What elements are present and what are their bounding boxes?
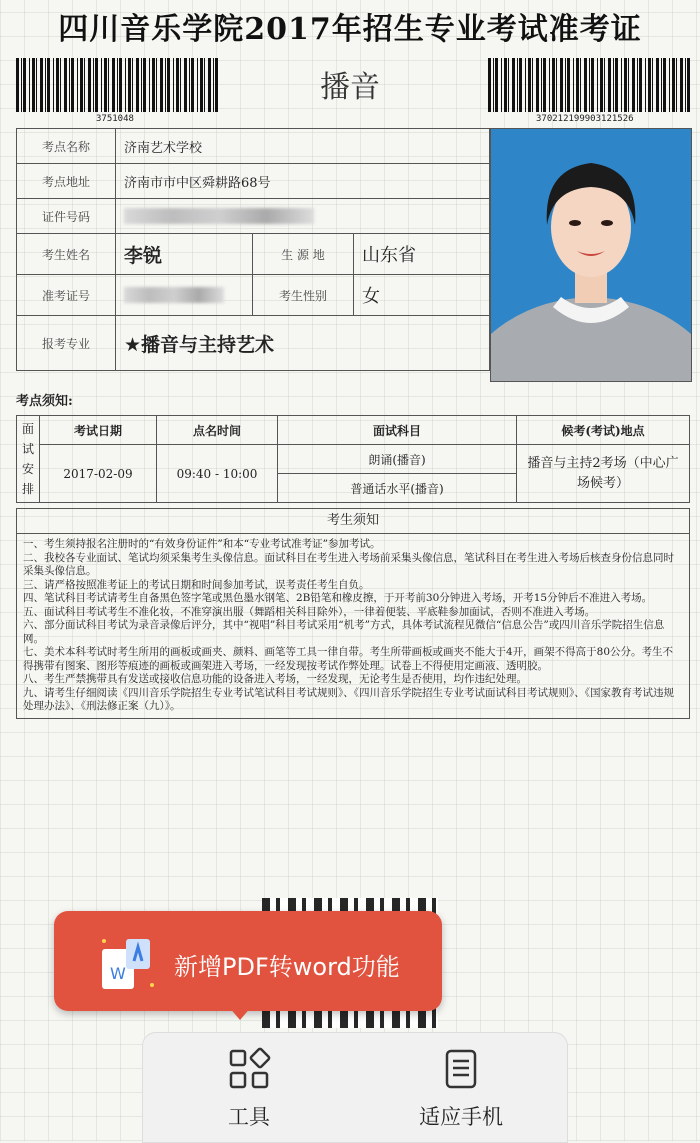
rules-heading: 考生须知 [17, 509, 689, 534]
barcode-bar [95, 58, 98, 112]
barcode-bar [156, 58, 157, 112]
barcode-bar [101, 58, 102, 112]
right-barcode [486, 58, 692, 112]
barcode-bar [29, 58, 30, 112]
address-label: 考点地址 [17, 164, 116, 199]
gender-label: 考生性别 [253, 275, 354, 316]
barcode-bar [663, 58, 666, 112]
barcode-bar [628, 58, 629, 112]
barcode-bar [672, 58, 675, 112]
ticket-redacted [124, 287, 224, 303]
barcode-bar [493, 58, 494, 112]
barcode-bar [152, 58, 155, 112]
barcode-bar [84, 58, 85, 112]
notice-heading: 考点须知: [16, 394, 73, 409]
barcode-bar [117, 58, 118, 112]
rule-item: 六、部分面试科目考试为录音录像后评分，其中“视唱”科目考试采用“机考”方式，具体考试流程见微信“信息公告”或四川音乐学院招生信息网。 [23, 619, 665, 645]
barcode-bar [512, 58, 515, 112]
barcode-bar [93, 58, 94, 112]
rule-item: 七、美术本科考试时考生所用的画板或画夹、颜料、画笔等工具一律自带。考生所带画板或画夹不能大于4开，画架不得高于80公分。考生不得携带有图案、图形等痕迹的画板或画架进入考场，一经发现按考试作弊处理。试卷上不得使用定画液、透明胶。 [23, 646, 674, 672]
header-date: 考试日期 [40, 416, 157, 445]
barcode-bar [648, 58, 651, 112]
rule-item: 三、请严格按照准考证上的考试日期和时间参加考试，误考责任考生自负。 [23, 578, 370, 591]
barcode-bar [652, 58, 653, 112]
barcode-bar [77, 58, 78, 112]
id-label: 证件号码 [17, 199, 116, 234]
barcode-bar [108, 58, 109, 112]
banner-pointer [228, 1006, 252, 1020]
barcode-bar [143, 58, 146, 112]
rule-item: 五、面试科目考试考生不准化妆，不准穿演出服（舞蹈相关科目除外），一律着便装、平底鞋参加面试，否则不准进入考场。 [23, 605, 596, 618]
barcode-bar [645, 58, 646, 112]
barcode-bar [32, 58, 35, 112]
venue-label: 考点名称 [17, 129, 116, 164]
rule-item: 四、笔试科目考试请考生自备黑色签字笔或黑色墨水钢笔、2B铅笔和橡皮擦，于开考前30分钟进入考场，开考15分钟后不准进入考场。 [23, 592, 653, 604]
barcode-bar [543, 58, 546, 112]
barcode-bar [208, 58, 211, 112]
barcode-bar [80, 58, 83, 112]
barcode-bar [591, 58, 594, 112]
pdf-to-word-banner[interactable] [54, 911, 442, 1011]
barcode-bar [125, 58, 126, 112]
barcode-bar [176, 58, 179, 112]
barcode-bar [613, 58, 614, 112]
barcode-bar [656, 58, 659, 112]
barcode-bar [536, 58, 539, 112]
barcode-bar [215, 58, 218, 112]
barcode-bar [128, 58, 131, 112]
barcode-bar [40, 58, 43, 112]
barcode-bar [525, 58, 526, 112]
barcode-bar [567, 58, 570, 112]
barcode-bar [615, 58, 618, 112]
exam-date: 2017-02-09 [40, 445, 157, 503]
subject-1: 朗诵(播音) [278, 445, 517, 474]
rules-box [16, 508, 690, 719]
barcode-bar [167, 58, 170, 112]
rule-item: 一、考生须持报名注册时的“有效身份证件”和本“专业考试准考证”参加考试。 [23, 538, 381, 550]
barcode-bar [160, 58, 163, 112]
barcode-bar [504, 58, 507, 112]
major-value: ★播音与主持艺术 [116, 316, 490, 371]
barcode-bar [141, 58, 142, 112]
barcode-bar [637, 58, 638, 112]
barcode-bar [88, 58, 91, 112]
major-heading: 播音 [320, 70, 380, 105]
subject-2: 普通话水平(播音) [278, 474, 517, 503]
barcode-bar [560, 58, 563, 112]
barcode-bar [528, 58, 531, 112]
rule-item: 二、我校各专业面试、笔试均须采集考生头像信息。面试科目在考生进入考场前采集头像信息，笔试科目在考生进入考场后核查身份信息同时采集头像信息。 [23, 551, 674, 577]
barcode-bar [624, 58, 627, 112]
barcode-bar [541, 58, 542, 112]
tools-button[interactable] [179, 1047, 319, 1131]
barcode-bar [119, 58, 122, 112]
name-value: 李锐 [116, 234, 253, 275]
barcode-bar [501, 58, 502, 112]
barcode-bar [508, 58, 509, 112]
barcode-bar [197, 58, 198, 112]
barcode-bar [556, 58, 557, 112]
barcode-bar [53, 58, 54, 112]
header-location: 候考(考试)地点 [517, 416, 690, 445]
schedule-table [16, 415, 690, 503]
header-time: 点名时间 [157, 416, 278, 445]
barcode-bar [184, 58, 187, 112]
barcode-bar [580, 58, 581, 112]
banner-text: 新增PDF转word功能 [174, 953, 400, 981]
barcode-bar [597, 58, 598, 112]
left-barcode-number: 3751048 [96, 114, 134, 124]
barcode-bar [191, 58, 194, 112]
header-subject: 面试科目 [278, 416, 517, 445]
barcode-bar [687, 58, 690, 112]
barcode-bar [16, 58, 19, 112]
barcode-bar [60, 58, 61, 112]
barcode-bar [213, 58, 214, 112]
barcode-bar [584, 58, 587, 112]
barcode-bar [495, 58, 498, 112]
barcode-bar [204, 58, 205, 112]
candidate-info-table [16, 128, 490, 371]
barcode-bar [71, 58, 74, 112]
barcode-bar [552, 58, 555, 112]
barcode-bar [517, 58, 518, 112]
barcode-bar [47, 58, 50, 112]
tools-label: 工具 [228, 1105, 270, 1129]
barcode-bar [36, 58, 37, 112]
barcode-bar [173, 58, 174, 112]
barcode-bar [589, 58, 590, 112]
rule-item: 九、请考生仔细阅读《四川音乐学院招生专业考试笔试科目考试规则》、《四川音乐学院招生专业考试面试科目考试规则》、《国家教育考试违规处理办法》、《刑法修正案（九）》。 [23, 686, 674, 712]
right-barcode-number: 37021219990312152​6 [536, 114, 634, 124]
barcode-bar [576, 58, 579, 112]
barcode-bar [680, 58, 683, 112]
barcode-bar [23, 58, 26, 112]
barcode-bar [549, 58, 550, 112]
barcode-bar [600, 58, 603, 112]
barcode-bar [64, 58, 67, 112]
barcode-bar [180, 58, 181, 112]
bottom-toolbar [142, 1032, 568, 1143]
barcode-bar [189, 58, 190, 112]
barcode-bar [685, 58, 686, 112]
origin-label: 生 源 地 [253, 234, 354, 275]
barcode-bar [639, 58, 642, 112]
barcode-bar [669, 58, 670, 112]
rule-item: 八、考生严禁携带具有发送或接收信息功能的设备进入考场，一经发现，无论考生是否使用，均作违纪处理。 [23, 673, 527, 685]
roll-call-time: 09:40 - 10:00 [157, 445, 278, 503]
barcode-bar [608, 58, 611, 112]
grid-icon [227, 1047, 271, 1091]
barcode-bar [21, 58, 22, 112]
document-lines-icon [439, 1047, 483, 1091]
ticket-label: 准考证号 [17, 275, 116, 316]
left-barcode [14, 58, 224, 112]
barcode-bar [112, 58, 115, 112]
barcode-bar [165, 58, 166, 112]
barcode-bar [136, 58, 139, 112]
exam-location: 播音与主持2考场（中心广场候考） [517, 445, 690, 503]
barcode-bar [676, 58, 677, 112]
id-redacted [124, 208, 314, 224]
candidate-photo [490, 128, 692, 382]
origin-value: 山东省 [354, 234, 490, 275]
barcode-bar [132, 58, 133, 112]
barcode-bar [56, 58, 59, 112]
address-value: 济南市市中区舜耕路68号 [116, 164, 490, 199]
barcode-bar [45, 58, 46, 112]
major-label: 报考专业 [17, 316, 116, 371]
gender-value: 女 [354, 275, 490, 316]
schedule-side-label: 面试安排 [17, 416, 40, 503]
rules-list [17, 534, 689, 718]
venue-value: 济南艺术学校 [116, 129, 490, 164]
svg-text:W: W [110, 964, 126, 983]
name-label: 考生姓名 [17, 234, 116, 275]
barcode-bar [532, 58, 533, 112]
barcode-bar [632, 58, 635, 112]
barcode-bar [661, 58, 662, 112]
pdf-word-icon [98, 935, 158, 995]
barcode-bar [149, 58, 150, 112]
barcode-bar [573, 58, 574, 112]
barcode-bar [104, 58, 107, 112]
barcode-bar [604, 58, 605, 112]
barcode-bar [565, 58, 566, 112]
page-title: 四川音乐学院2017年招生专业考试准考证 [58, 12, 642, 47]
fit-phone-button[interactable] [391, 1047, 531, 1131]
barcode-bar [621, 58, 622, 112]
barcode-bar [519, 58, 522, 112]
barcode-bar [69, 58, 70, 112]
fit-phone-label: 适应手机 [419, 1105, 503, 1129]
barcode-bar [488, 58, 491, 112]
barcode-bar [200, 58, 203, 112]
